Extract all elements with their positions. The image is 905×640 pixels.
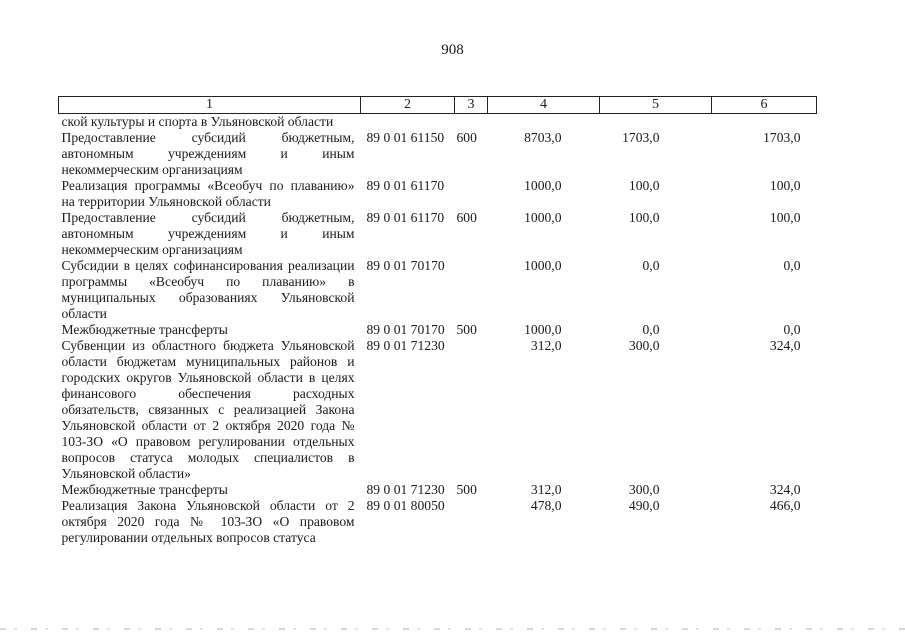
row-amount-3: 324,0 [769, 482, 801, 497]
column-header-code: 2 [361, 97, 455, 114]
row-vr [455, 258, 488, 322]
row-vr: 500 [456, 322, 477, 337]
row-name: Предоставление субсидий бюджетным, автономным учреждениям и иным некоммерческим организациям [61, 210, 355, 257]
row-name: Межбюджетные трансферты [61, 482, 228, 497]
row-amount-3: 324,0 [769, 338, 801, 353]
row-code: 89 0 01 71230 [366, 482, 445, 497]
column-header-amount-2: 5 [600, 97, 712, 114]
column-header-vr: 3 [455, 97, 488, 114]
row-amount-2: 490,0 [628, 498, 660, 513]
table-row [59, 322, 817, 338]
row-amount-3: 466,0 [769, 498, 801, 513]
table-row [59, 210, 817, 258]
row-name: Реализация Закона Ульяновской области от 2 октября 2020 года № 103-ЗО «О правовом регулировании отдельных вопросов статуса [61, 498, 355, 545]
row-amount-3: 100,0 [769, 178, 801, 193]
row-vr [455, 114, 488, 131]
row-amount-1: 478,0 [530, 498, 562, 513]
row-amount-1: 1000,0 [524, 178, 562, 193]
row-amount-3 [712, 114, 817, 131]
row-amount-3: 0,0 [783, 258, 801, 273]
row-code: 89 0 01 61170 [366, 210, 445, 225]
row-vr: 600 [456, 130, 477, 145]
row-amount-1: 1000,0 [524, 258, 562, 273]
row-amount-2: 1703,0 [622, 130, 660, 145]
row-amount-2: 0,0 [642, 322, 660, 337]
row-amount-1 [488, 114, 600, 131]
row-amount-2: 100,0 [628, 210, 660, 225]
table-header-row [59, 97, 817, 114]
row-code: 89 0 01 61150 [366, 130, 445, 145]
budget-table [58, 96, 817, 546]
row-name: Реализация программы «Всеобуч по плаванию» на территории Ульяновской области [61, 178, 355, 209]
row-amount-2: 300,0 [628, 482, 660, 497]
row-amount-1: 312,0 [530, 338, 562, 353]
row-name: Предоставление субсидий бюджетным, автономным учреждениям и иным некоммерческим организациям [61, 130, 355, 177]
column-header-amount-3: 6 [712, 97, 817, 114]
row-code: 89 0 01 70170 [366, 322, 445, 337]
page-number: 908 [441, 42, 464, 58]
table-row [59, 178, 817, 210]
row-amount-1: 312,0 [530, 482, 562, 497]
row-amount-1: 8703,0 [524, 130, 562, 145]
row-amount-2: 300,0 [628, 338, 660, 353]
row-vr [455, 338, 488, 482]
row-code: 89 0 01 80050 [366, 498, 445, 513]
row-amount-2: 0,0 [642, 258, 660, 273]
row-amount-1: 1000,0 [524, 210, 562, 225]
row-amount-3: 0,0 [783, 322, 801, 337]
row-amount-3: 1703,0 [763, 130, 801, 145]
row-name: ской культуры и спорта в Ульяновской области [61, 114, 334, 129]
row-name: Субсидии в целях софинансирования реализации программы «Всеобуч по плаванию» в муниципальных образованиях Ульяновской области [61, 258, 355, 321]
row-code: 89 0 01 61170 [366, 178, 445, 193]
row-code [361, 114, 455, 131]
column-header-amount-1: 4 [488, 97, 600, 114]
row-name: Субвенции из областного бюджета Ульяновской области бюджетам муниципальных районов и городских округов Ульяновской области в целях финансового обеспечения расходных обязательств, связанных с реализацией Закона Ульяновской области от 2 октября 2020 года № 103-ЗО «О правовом регулировании отдельных вопросов статуса молодых специалистов в Ульяновской области» [61, 338, 355, 481]
row-code: 89 0 01 71230 [366, 338, 445, 353]
row-vr: 500 [456, 482, 477, 497]
row-amount-3: 100,0 [769, 210, 801, 225]
row-amount-1: 1000,0 [524, 322, 562, 337]
row-name: Межбюджетные трансферты [61, 322, 228, 337]
table-row [59, 482, 817, 498]
row-amount-2 [600, 114, 712, 131]
row-vr: 600 [456, 210, 477, 225]
row-vr [455, 178, 488, 210]
scan-edge-artifact [0, 628, 905, 630]
row-amount-2: 100,0 [628, 178, 660, 193]
table-row [59, 258, 817, 322]
table-row [59, 130, 817, 178]
table-row [59, 498, 817, 546]
table-row [59, 338, 817, 482]
column-header-name: 1 [59, 97, 361, 114]
table-row [59, 114, 817, 131]
row-vr [455, 498, 488, 546]
row-code: 89 0 01 70170 [366, 258, 445, 273]
